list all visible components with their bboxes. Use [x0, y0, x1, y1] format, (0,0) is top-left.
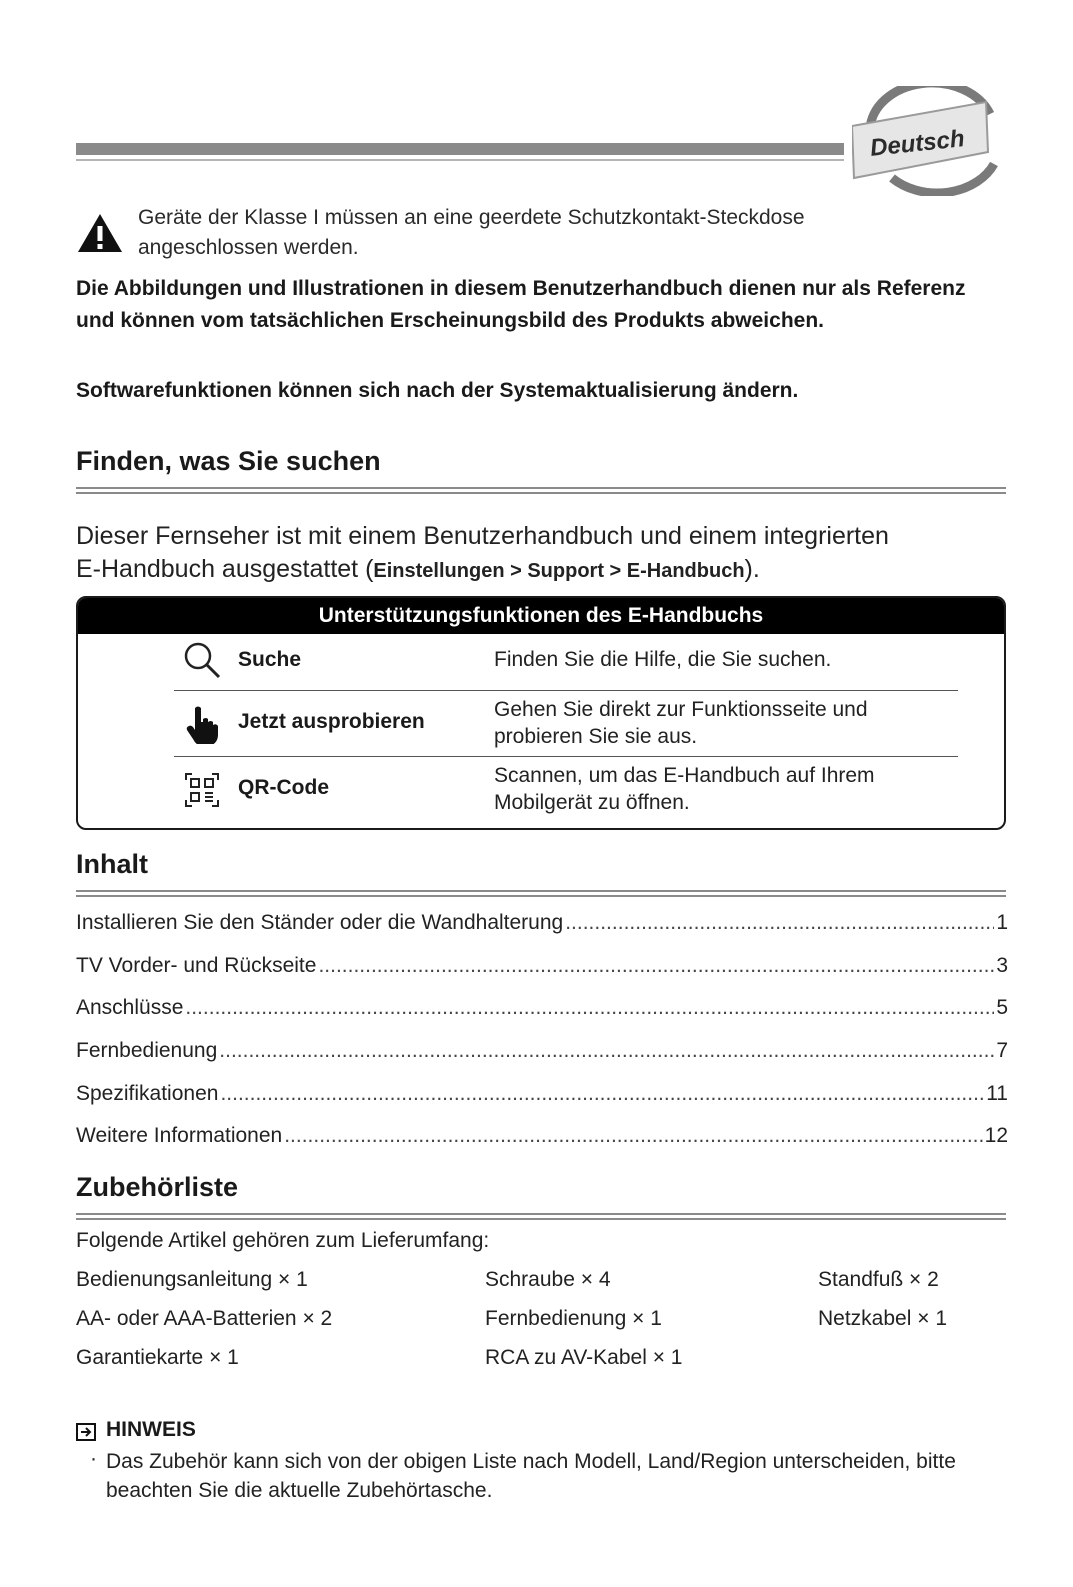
feature-name: Jetzt ausprobieren [238, 710, 425, 733]
toc-page: 1 [996, 911, 1008, 934]
toc-leader [185, 996, 994, 1020]
note-text: Das Zubehör kann sich von der obigen Liste nach Modell, Land/Region unterscheiden, bitte beachten Sie die aktuelle Zubehörtasche. [106, 1450, 956, 1502]
feature-row-search [174, 640, 954, 680]
accessory-item: RCA zu AV-Kabel × 1 [485, 1346, 683, 1369]
find-intro [76, 520, 1036, 588]
support-features-box [76, 596, 1006, 830]
warning-line-2: angeschlossen werden. [138, 236, 359, 259]
toc-leader [318, 954, 994, 978]
toc-entry[interactable] [76, 1039, 1008, 1063]
find-intro-end: ). [744, 555, 760, 583]
support-features-title: Unterstützungsfunktionen des E-Handbuchs [78, 598, 1004, 634]
feature-separator [174, 756, 958, 757]
find-intro-line-1: Dieser Fernseher ist mit einem Benutzerhandbuch und einem integrierten [76, 522, 889, 550]
accessories-rule [76, 1213, 1006, 1220]
warning-line-1: Geräte der Klasse I müssen an eine geerdete Schutzkontakt-Steckdose [138, 206, 805, 229]
toc-label: Installieren Sie den Ständer oder die Wandhalterung [76, 911, 564, 934]
toc-leader [219, 1039, 994, 1063]
illustrations-notice: Die Abbildungen und Illustrationen in diesem Benutzerhandbuch dienen nur als Referenz und können vom tatsächlichen Erscheinungsbild des Produkts abweichen. [76, 277, 966, 332]
accessory-item: Bedienungsanleitung × 1 [76, 1268, 308, 1291]
warning-text [138, 203, 1018, 263]
toc-entry[interactable] [76, 1082, 1008, 1106]
software-notice: Softwarefunktionen können sich nach der Systemaktualisierung ändern. [76, 379, 799, 402]
toc-page: 12 [984, 1124, 1008, 1147]
header-bar [76, 143, 844, 155]
accessories-heading: Zubehörliste [76, 1172, 239, 1202]
toc-label: Fernbedienung [76, 1039, 218, 1062]
warning-icon [76, 212, 124, 254]
note-bullet: · [90, 1447, 97, 1470]
toc-page: 7 [996, 1039, 1008, 1062]
toc-label: Spezifikationen [76, 1082, 219, 1105]
contents-heading: Inhalt [76, 849, 148, 879]
note-title: HINWEIS [106, 1418, 196, 1441]
accessory-item: Fernbedienung × 1 [485, 1307, 662, 1330]
search-icon [182, 640, 222, 680]
toc-entry[interactable] [76, 911, 1008, 935]
toc-leader [220, 1082, 984, 1106]
header-line [76, 159, 844, 161]
find-rule [76, 487, 1006, 494]
toc-label: Anschlüsse [76, 996, 184, 1019]
contents-rule [76, 890, 1006, 897]
feature-row-qr-code [174, 760, 954, 820]
toc-entry[interactable] [76, 996, 1008, 1020]
toc-leader [565, 911, 994, 935]
accessory-item: Garantiekarte × 1 [76, 1346, 239, 1369]
toc-label: TV Vorder- und Rückseite [76, 954, 317, 977]
accessory-item: Netzkabel × 1 [818, 1307, 947, 1330]
feature-separator [174, 690, 958, 691]
note-icon [76, 1423, 96, 1441]
language-badge [852, 86, 1012, 196]
toc-page: 5 [996, 996, 1008, 1019]
toc-label: Weitere Informationen [76, 1124, 283, 1147]
feature-name: QR-Code [238, 776, 329, 799]
feature-desc: Finden Sie die Hilfe, die Sie suchen. [494, 648, 832, 671]
toc-page: 11 [986, 1082, 1008, 1105]
accessory-item: Standfuß × 2 [818, 1268, 939, 1291]
language-badge-label: Deutsch [868, 125, 966, 162]
feature-desc: Scannen, um das E-Handbuch auf Ihrem Mobilgerät zu öffnen. [494, 764, 875, 814]
feature-desc: Gehen Sie direkt zur Funktionsseite und probieren Sie sie aus. [494, 698, 868, 748]
toc-page: 3 [996, 954, 1008, 977]
accessory-item: Schraube × 4 [485, 1268, 611, 1291]
feature-row-try-now [174, 694, 954, 754]
find-heading: Finden, was Sie suchen [76, 446, 381, 476]
hand-pointer-icon [182, 704, 222, 744]
find-intro-text: E-Handbuch ausgestattet ( [76, 555, 374, 583]
accessory-item: AA- oder AAA-Batterien × 2 [76, 1307, 333, 1330]
toc-entry[interactable] [76, 1124, 1008, 1148]
settings-path: Einstellungen > Support > E-Handbuch [373, 560, 745, 582]
toc-entry[interactable] [76, 954, 1008, 978]
find-intro-line-2 [76, 553, 1036, 588]
accessories-intro: Folgende Artikel gehören zum Lieferumfang: [76, 1229, 490, 1252]
feature-name: Suche [238, 648, 302, 671]
qr-code-icon [182, 770, 222, 810]
toc-leader [284, 1124, 982, 1148]
